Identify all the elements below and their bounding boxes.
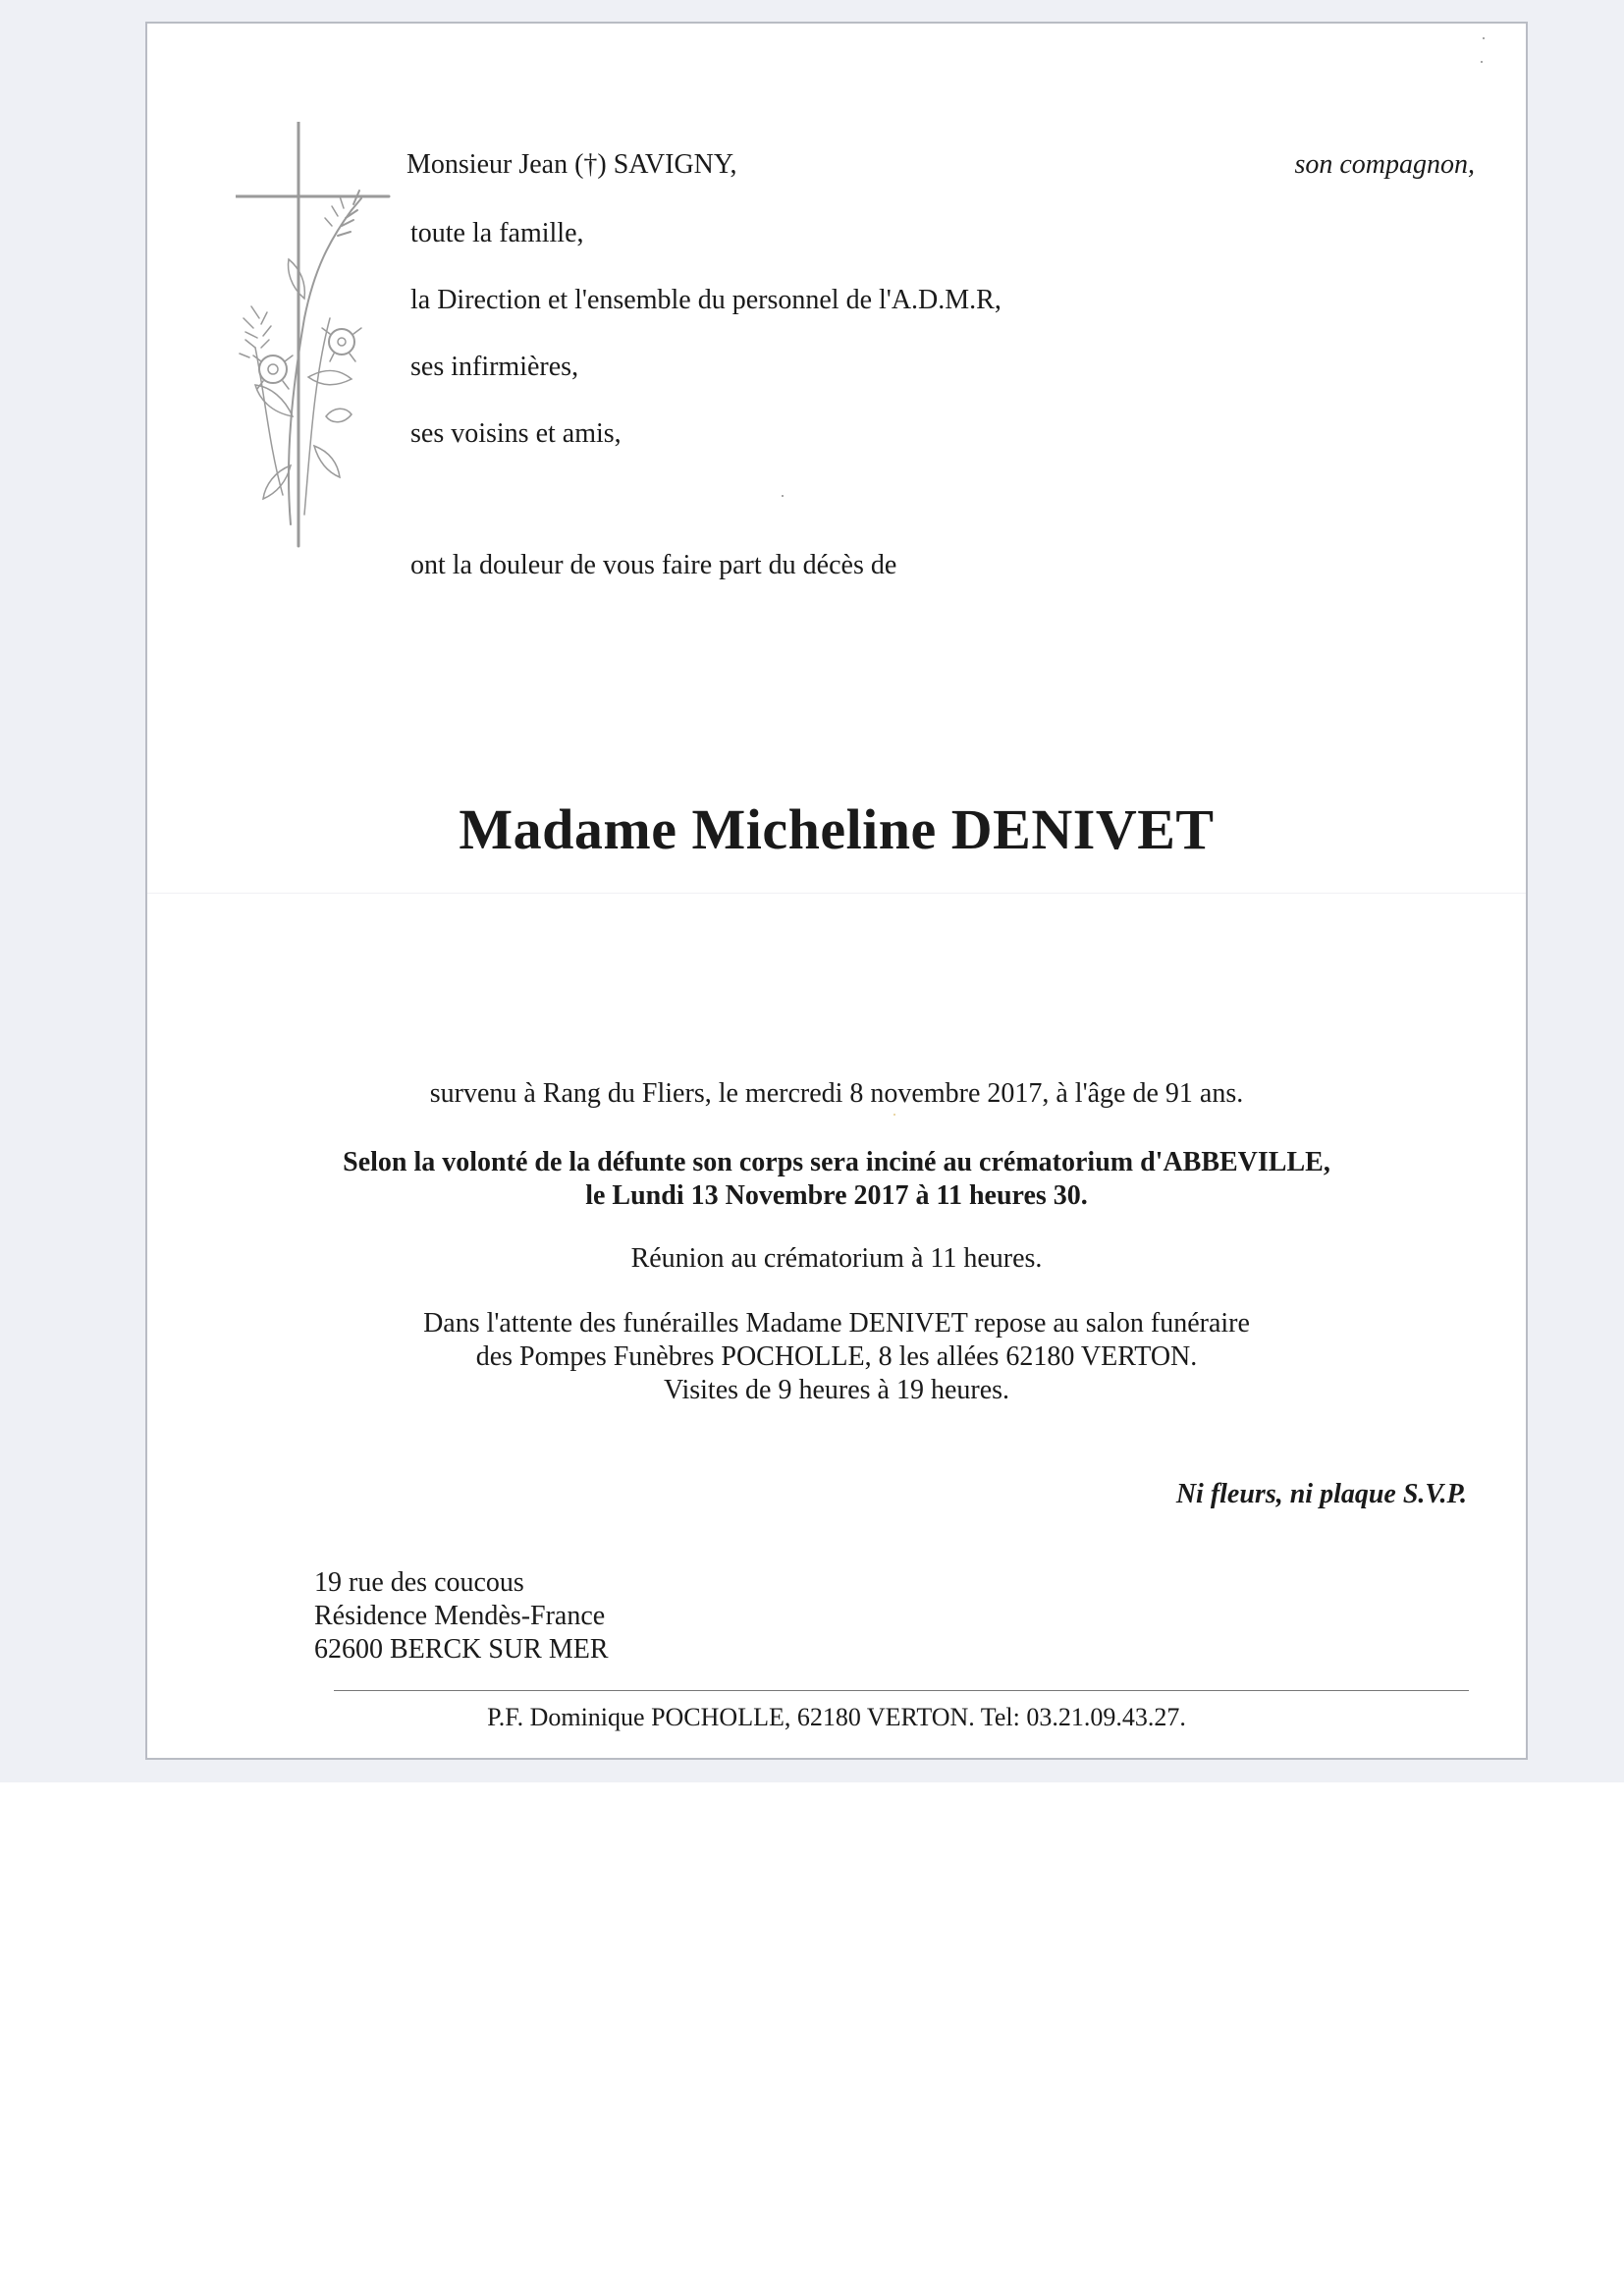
line-direction: la Direction et l'ensemble du personnel de l'A.D.M.R, [410,285,1001,315]
death-notice-card [145,22,1528,1760]
address-line-1: 19 rue des coucous [314,1567,524,1598]
cremation-line-1: Selon la volonté de la défunte son corps sera inciné au crématorium d'ABBEVILLE, [343,1147,1330,1177]
address-line-3: 62600 BERCK SUR MER [314,1634,609,1665]
line-savigny: Monsieur Jean (†) SAVIGNY, [406,149,737,180]
death-info: survenu à Rang du Fliers, le mercredi 8 novembre 2017, à l'âge de 91 ans. [429,1078,1244,1109]
rest-line-1: Dans l'attente des funérailles Madame DENIVET repose au salon funéraire [423,1308,1250,1339]
no-flowers-note: Ni fleurs, ni plaque S.V.P. [1175,1479,1467,1509]
line-family: toute la famille, [410,218,584,248]
scan-speck [782,495,784,497]
scan-speck [1481,61,1483,63]
cross-with-flowers-icon [236,122,412,554]
line-neighbors: ses voisins et amis, [410,418,622,449]
rest-line-2: des Pompes Funèbres POCHOLLE, 8 les allées 62180 VERTON. [475,1341,1198,1372]
cremation-line-2: le Lundi 13 Novembre 2017 à 11 heures 30. [585,1180,1088,1211]
reunion-info: Réunion au crématorium à 11 heures. [630,1243,1043,1274]
address-line-2: Résidence Mendès-France [314,1601,606,1631]
funeral-home-footer: P.F. Dominique POCHOLLE, 62180 VERTON. Tel: 03.21.09.43.27. [487,1703,1186,1731]
scan-speck [1483,37,1485,39]
scan-speck [893,1114,895,1116]
announcement-text: ont la douleur de vous faire part du décès de [410,550,897,580]
line-nurses: ses infirmières, [410,352,579,382]
deceased-name: Madame Micheline DENIVET [459,797,1215,861]
visits-info: Visites de 9 heures à 19 heures. [663,1375,1010,1405]
footer-divider [334,1690,1469,1691]
role-companion: son compagnon, [1294,149,1475,180]
fold-line [147,893,1526,894]
